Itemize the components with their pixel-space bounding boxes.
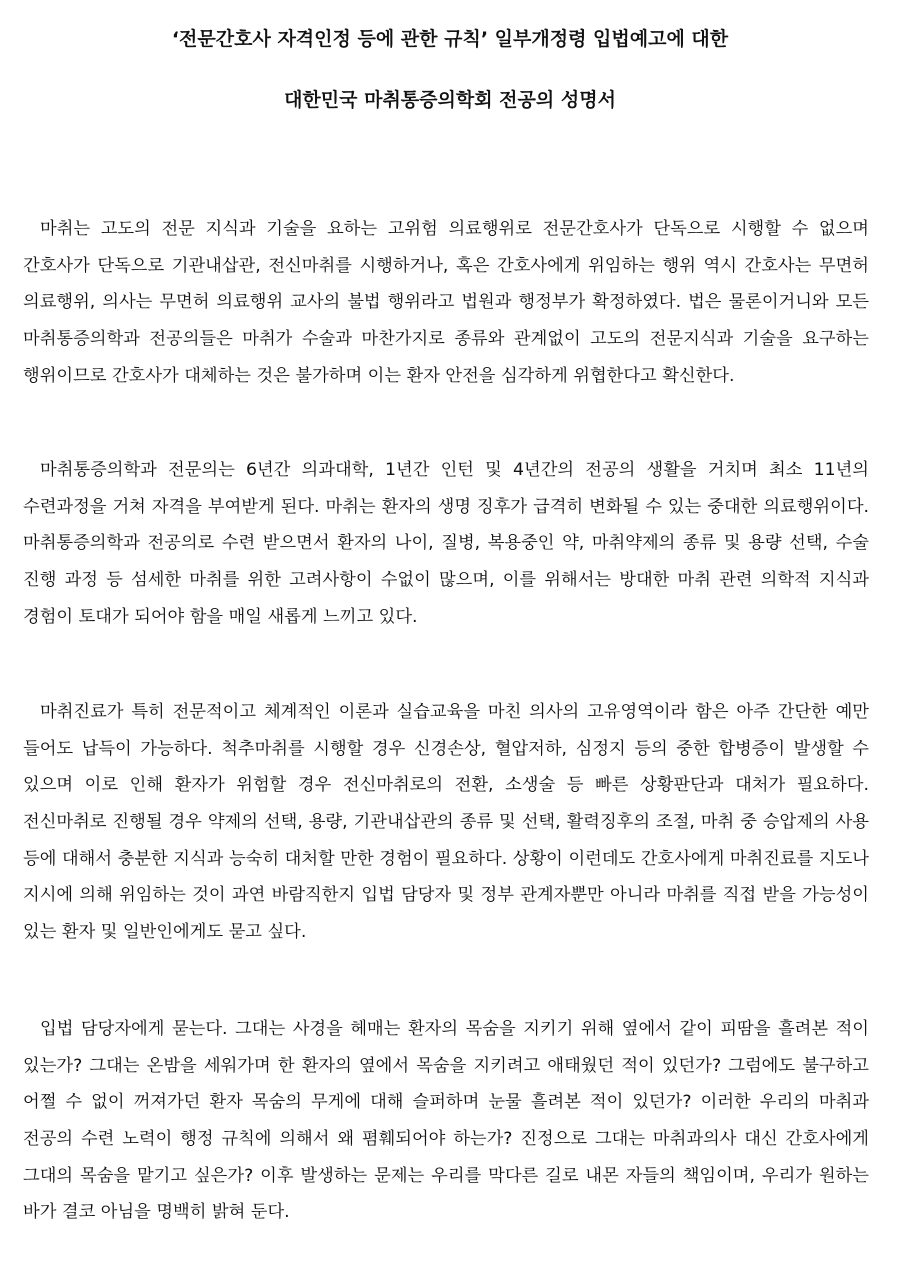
body-paragraph-3: 마취진료가 특히 전문적이고 체계적인 이론과 실습교육을 마친 의사의 고유영역이라 함은 아주 간단한 예만 들어도 납득이 가능하다. 척추마취를 시행할 경우 신경손상, 혈압저하, 심정지 등의 중한 합병증이 발생할 수 있으며 이로 인해 환자가 위험할 경우 전신마취로의 전환, 소생술 등 빠른 상황판단과 대처가 필요하다. 전신마취로 진행될 경우 약제의 선택, 용량, 기관내삽관의 종류 및 선택, 활력징후의 조절, 마취 중 승압제의 사용 등에 대해서 충분한 지식과 능숙히 대처할 만한 경험이 필요하다. 상황이 이런데도 간호사에게 마취진료를 지도나 지시에 의해 위임하는 것이 과연 바람직한지 입법 담당자 및 정부 관계자뿐만 아니라 마취를 직접 받을 가능성이 있는 환자 및 일반인에게도 묻고 싶다. (23, 702, 869, 942)
body-paragraph-2: 마취통증의학과 전문의는 6년간 의과대학, 1년간 인턴 및 4년간의 전공의 생활을 거치며 최소 11년의 수련과정을 거쳐 자격을 부여받게 된다. 마취는 환자의 생명 징후가 급격히 변화될 수 있는 중대한 의료행위이다. 마취통증의학과 전공의로 수련 받으면서 환자의 나이, 질병, 복용중인 약, 마취약제의 종류 및 용량 선택, 수술 진행 과정 등 섬세한 마취를 위한 고려사항이 수없이 많으며, 이를 위해서는 방대한 마취 관련 의학적 지식과 경험이 토대가 되어야 함을 매일 새롭게 느끼고 있다. (23, 460, 869, 627)
body-paragraph-1: 마취는 고도의 전문 지식과 기술을 요하는 고위험 의료행위로 전문간호사가 단독으로 시행할 수 없으며 간호사가 단독으로 기관내삽관, 전신마취를 시행하거나, 혹은 간호사에게 위임하는 행위 역시 간호사는 무면허 의료행위, 의사는 무면허 의료행위 교사의 불법 행위라고 법원과 행정부가 확정하였다. 법은 물론이거니와 모든 마취통증의학과 전공의들은 마취가 수술과 마찬가지로 종류와 관계없이 고도의 전문지식과 기술을 요구하는 행위이므로 간호사가 대체하는 것은 불가하며 이는 환자 안전을 심각하게 위협한다고 확신한다. (23, 219, 869, 386)
body-paragraph-4: 입법 담당자에게 묻는다. 그대는 사경을 헤매는 환자의 목숨을 지키기 위해 옆에서 같이 피땀을 흘려본 적이 있는가? 그대는 온밤을 세워가며 한 환자의 옆에서 목숨을 지키려고 애태웠던 적이 있던가? 그럼에도 불구하고 어쩔 수 없이 꺼져가던 환자 목숨의 무게에 대해 슬퍼하며 눈물 흘려본 적이 있던가? 이러한 우리의 마취과 전공의 수련 노력이 행정 규칙에 의해서 왜 폄훼되어야 하는가? 진정으로 그대는 마취과의사 대신 간호사에게 그대의 목숨을 맡기고 싶은가? 이후 발생하는 문제는 우리를 막다른 길로 내몬 자들의 책임이며, 우리가 원하는 바가 결코 아님을 명백히 밝혀 둔다. (23, 1019, 869, 1223)
document-title-line-2: 대한민국 마취통증의학회 전공의 성명서 (284, 89, 616, 111)
document-title-line-1: ‘전문간호사 자격인정 등에 관한 규칙’ 일부개정령 입법예고에 대한 (171, 28, 729, 50)
